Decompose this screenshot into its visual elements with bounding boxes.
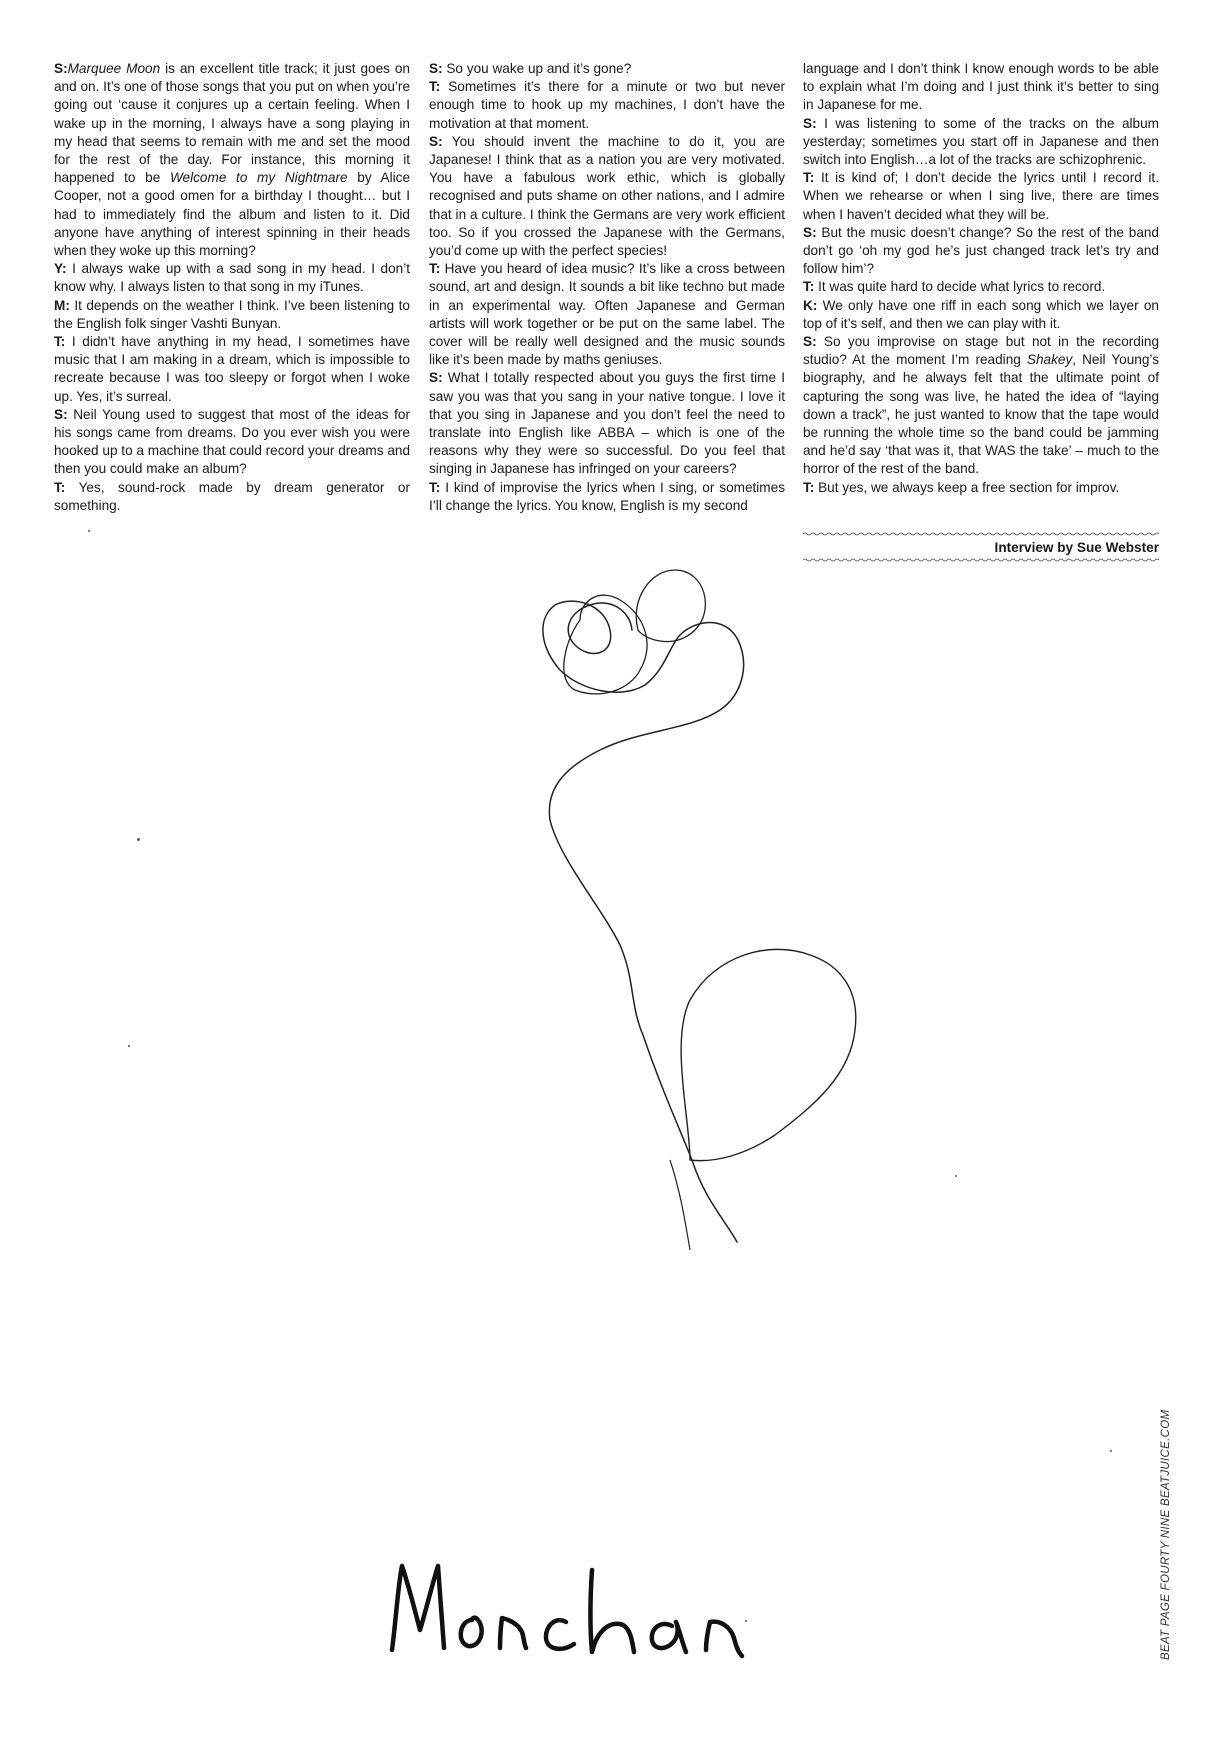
speaker-initial: T: xyxy=(803,279,815,295)
interview-credit: Interview by Sue Webster xyxy=(994,540,1159,555)
paragraph-text: I didn’t have anything in my head, I sometimes have music that I am making in a dream, which is impossible to recreate because I was too sleepy or forgot when I woke up. Yes, it’s surreal. xyxy=(54,334,410,404)
speaker-initial: S: xyxy=(803,224,817,240)
paragraph-text: But the music doesn’t change? So the rest of the band don’t go ‘oh my god he’s just changed track let’s try and follow him’? xyxy=(803,224,1159,277)
paragraph-text: What I totally respected about you guys the first time I saw you was that you sang in your native tongue. I love it that you sing in Japanese and you don’t feel the need to translate into English like ABBA – which is one of the reasons why they were so successful. Do you feel that singing in Japanese has infringed on your careers? xyxy=(429,370,785,477)
speaker-initial: T: xyxy=(54,479,66,495)
italic-title: Shakey xyxy=(1026,352,1073,368)
line-doodle-drawing xyxy=(480,560,940,1260)
interview-paragraph xyxy=(803,60,1159,115)
interview-paragraph xyxy=(54,406,410,479)
speaker-initial: T: xyxy=(803,479,815,495)
interview-paragraph xyxy=(803,169,1159,224)
speaker-initial: Y: xyxy=(54,261,67,277)
interview-paragraph xyxy=(803,115,1159,170)
page-footer: BEAT PAGE FOURTY NINE BEATJUICE.COM xyxy=(1160,1409,1172,1660)
italic-title: Welcome to my Nightmare xyxy=(169,170,348,186)
speaker-initial: S: xyxy=(429,370,443,386)
speaker-initial: T: xyxy=(803,170,815,186)
speaker-initial: T: xyxy=(54,334,66,350)
interview-paragraph xyxy=(803,278,1159,296)
interview-paragraph xyxy=(54,260,410,296)
paragraph-text: It was quite hard to decide what lyrics to record. xyxy=(814,279,1106,295)
interview-column-2 xyxy=(429,60,785,515)
paragraph-text: I kind of improvise the lyrics when I sing, or sometimes I’ll change the lyrics. You know, English is my second xyxy=(429,479,785,513)
paragraph-text: I was listening to some of the tracks on the album yesterday; sometimes you start off in Japanese and then switch into English…a lot of the tracks are schizophrenic. xyxy=(803,115,1159,168)
interview-paragraph xyxy=(54,333,410,406)
paragraph-text: by Alice Cooper, not a good omen for a birthday I thought… but I had to immediately find the album and listen to it. Did anyone have anything of interest spinning in their heads when they woke up this morning? xyxy=(54,170,410,259)
speaker-initial: S: xyxy=(54,61,68,76)
speaker-initial: K: xyxy=(803,297,818,313)
scan-speck xyxy=(128,1045,130,1047)
speaker-initial: S: xyxy=(429,61,443,76)
interview-paragraph xyxy=(429,260,785,369)
scan-speck xyxy=(1110,1450,1112,1452)
interview-paragraph xyxy=(429,60,785,78)
credit-divider-top xyxy=(803,532,1159,536)
interview-paragraph xyxy=(429,78,785,133)
speaker-initial: T: xyxy=(429,479,441,495)
paragraph-text: Neil Young used to suggest that most of the ideas for his songs came from dreams. Do you ever wish you were hooked up to a machine that could record your dreams and then you could make an album? xyxy=(54,406,410,477)
paragraph-text: It is kind of; I don’t decide the lyrics until I record it. When we rehearse or when I sing live, there are times when I haven’t decided what they will be. xyxy=(803,170,1159,222)
speaker-initial: T: xyxy=(429,261,441,277)
speaker-initial: M: xyxy=(54,297,70,313)
interview-column-3 xyxy=(803,60,1159,497)
monchan-signature-drawing xyxy=(380,1560,790,1670)
interview-column-1 xyxy=(54,60,410,515)
paragraph-text: You should invent the machine to do it, you are Japanese! I think that as a nation you are very motivated. You have a fabulous work ethic, which is globally recognised and puts shame on other nations, and I admire that in a culture. I think the Germans are very work efficient too. So if you crossed the Japanese with the Germans, you’d come up with the perfect species! xyxy=(429,133,785,259)
paragraph-text: is an excellent title track; it just goes on and on. It’s one of those songs that you put on when you’re going out ‘cause it conjures up a certain feeling. When I wake up in the morning, I always have a song playing in my head that seems to remain with me and set the mood for the rest of the day. For instance, this morning it happened to be xyxy=(54,61,410,186)
scan-speck xyxy=(88,530,90,532)
paragraph-text: language and I don’t think I know enough words to be able to explain what I’m doing and I just think it’s better to sing in Japanese for me. xyxy=(803,61,1159,113)
interview-paragraph xyxy=(803,479,1159,497)
paragraph-text: I always wake up with a sad song in my head. I don’t know why. I always listen to that song in my iTunes. xyxy=(54,261,410,295)
interview-paragraph xyxy=(429,133,785,260)
interview-paragraph xyxy=(429,479,785,515)
speaker-initial: S: xyxy=(54,406,68,422)
interview-paragraph xyxy=(429,369,785,478)
speaker-initial: S: xyxy=(803,334,817,350)
paragraph-text: It depends on the weather I think. I’ve been listening to the English folk singer Vashti Bunyan. xyxy=(54,297,410,331)
speaker-initial: S: xyxy=(429,133,443,149)
italic-title: Marquee Moon xyxy=(67,61,161,76)
paragraph-text: Yes, sound-rock made by dream generator or something. xyxy=(54,479,410,513)
speaker-initial: T: xyxy=(429,79,441,95)
interview-paragraph xyxy=(54,479,410,515)
paragraph-text: So you wake up and it’s gone? xyxy=(442,61,632,76)
interview-paragraph xyxy=(54,60,410,260)
interview-paragraph xyxy=(803,224,1159,279)
scan-speck xyxy=(137,838,140,841)
paragraph-text: Have you heard of idea music? It’s like a cross between sound, art and design. It sounds a bit like techno but made in an experimental way. Often Japanese and German artists will work together or be put on the same label. The cover will be really well designed and the music sounds like it’s been made by maths geniuses. xyxy=(429,261,785,368)
interview-paragraph xyxy=(803,297,1159,333)
scan-speck xyxy=(955,1175,957,1177)
paragraph-text: We only have one riff in each song which we layer on top of it’s self, and then we can play with it. xyxy=(803,297,1159,331)
paragraph-text: , Neil Young’s biography, and he always felt that the ultimate point of capturing the song was live, he hated the idea of “laying down a track”, he just wanted to know that the tape would be running the whole time so the band could be jamming and he’d say ‘that was it, that WAS the take’ – much to the horror of the rest of the band. xyxy=(803,352,1159,477)
scan-speck xyxy=(745,1620,747,1622)
speaker-initial: S: xyxy=(803,115,817,131)
paragraph-text: Sometimes it’s there for a minute or two but never enough time to hook up my machines, I don’t have the motivation at that moment. xyxy=(429,79,785,131)
paragraph-text: So you improvise on stage but not in the recording studio? At the moment I’m reading xyxy=(803,334,1159,368)
paragraph-text: But yes, we always keep a free section for improv. xyxy=(814,479,1120,495)
interview-paragraph xyxy=(803,333,1159,479)
interview-paragraph xyxy=(54,297,410,333)
